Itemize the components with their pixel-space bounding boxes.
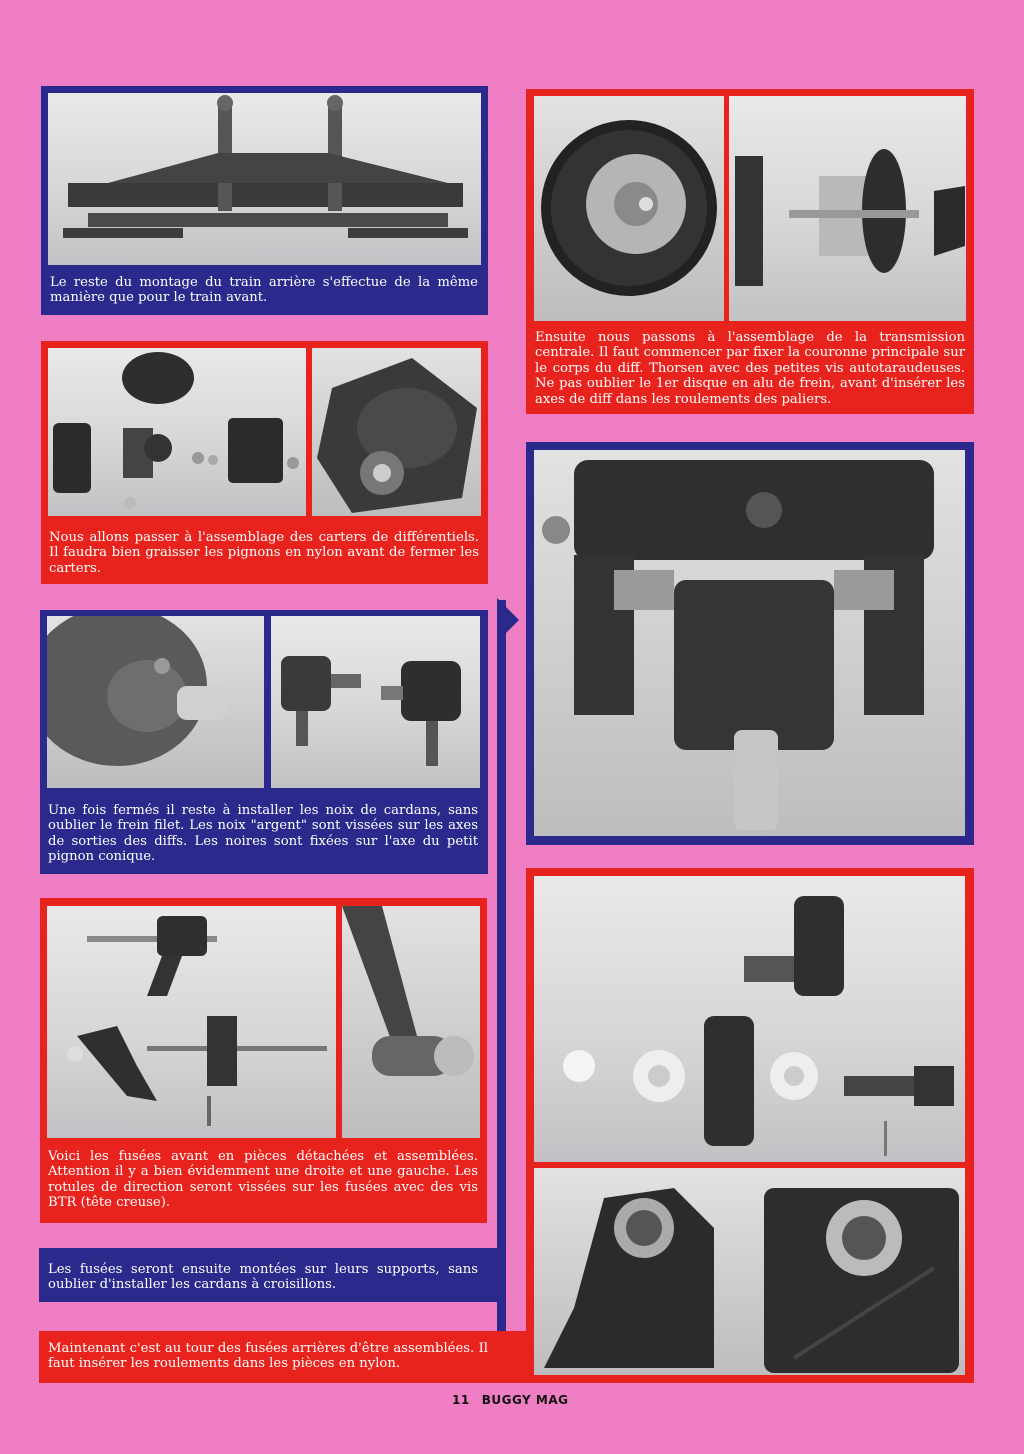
- caption-transmission: Ensuite nous passons à l'assemblage de la transmission centrale. Il faut commencer par fixer la couronne principale sur le corps du diff. Thorsen avec des petites vis autotaraudeuses. Ne pas oublier le 1er disque en alu de frein, avant d'insérer les axes de diff dans les roulements des paliers.: [535, 330, 965, 407]
- panel-transmission: [526, 89, 974, 414]
- photo-rear-train: [48, 93, 481, 265]
- panel-rear-knuckles-photos: [526, 868, 974, 1383]
- photo-cardan-joints: [271, 616, 480, 788]
- caption-rear-train: Le reste du montage du train arrière s'effectue de la même manière que pour le train avant.: [50, 275, 478, 306]
- panel-knuckle-support-photo: [526, 442, 974, 845]
- panel-rear-knuckles-caption: [39, 1331, 531, 1383]
- caption-cardans: Une fois fermés il reste à installer les noix de cardans, sans oublier le frein filet. Les noix "argent" sont vissées sur les axes de sorties des diffs. Les noires sont fixées sur l'axe du petit pignon conique.: [48, 803, 478, 865]
- photo-front-knuckle-parts: [47, 906, 336, 1138]
- photo-rear-knuckle-parts: [534, 876, 965, 1162]
- photo-main-gear: [534, 96, 724, 321]
- photo-center-transmission: [729, 96, 966, 321]
- connector-line: [497, 600, 506, 1348]
- connector-arrow: [497, 598, 521, 642]
- page-number: 11: [452, 1393, 470, 1407]
- photo-bearing-carriers: [534, 1168, 965, 1375]
- panel-diff-housings: [41, 341, 488, 584]
- panel-front-knuckles: [40, 898, 487, 1223]
- photo-diff-parts: [48, 348, 306, 516]
- panel-rear-train: [41, 86, 488, 315]
- caption-rear-knuckles: Maintenant c'est au tour des fusées arrières d'être assemblées. Il faut insérer les roulements dans les pièces en nylon.: [48, 1341, 488, 1372]
- photo-diff-housing: [312, 348, 481, 516]
- panel-cardans: [40, 610, 488, 874]
- page-footer: [452, 1393, 580, 1407]
- photo-steering-ball: [342, 906, 480, 1138]
- panel-knuckle-supports: [39, 1248, 502, 1302]
- caption-knuckle-supports: Les fusées seront ensuite montées sur leurs supports, sans oublier d'installer les cardans à croisillons.: [48, 1262, 478, 1293]
- caption-diff-housings: Nous allons passer à l'assemblage des carters de différentiels. Il faudra bien graisser les pignons en nylon avant de fermer les carters.: [49, 530, 479, 576]
- caption-front-knuckles: Voici les fusées avant en pièces détachées et assemblées. Attention il y a bien évidemment une droite et une gauche. Les rotules de direction seront vissées sur les fusées avec des vis BTR (tête creuse).: [48, 1149, 478, 1211]
- magazine-name: BUGGY MAG: [481, 1393, 569, 1407]
- photo-cardan-closeup: [47, 616, 264, 788]
- photo-knuckle-support: [534, 450, 965, 836]
